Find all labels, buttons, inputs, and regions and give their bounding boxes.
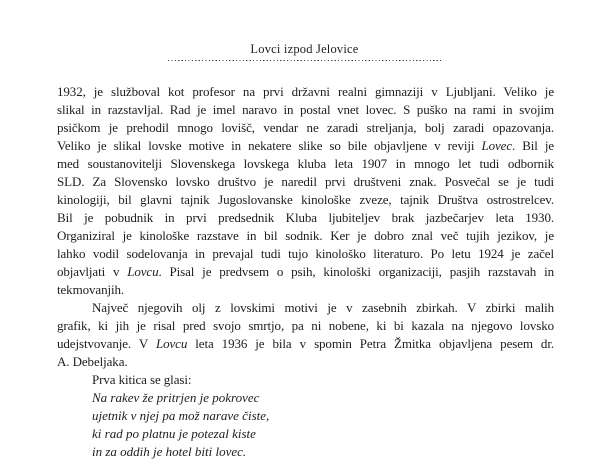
verse-line: [57, 407, 554, 425]
text-line: [57, 101, 554, 119]
text-segment: grafik, ki jih je risal pred svojo smrtjo, pa ni nobene, ki bi kazala na njegovo lovsko: [57, 318, 554, 333]
text-line: [57, 227, 554, 245]
text-segment: Največ njegovih olj z lovskimi motivi je v zasebnih zbirkah. V zbirki malih: [92, 300, 554, 315]
text-line: [57, 335, 554, 353]
text-segment: Organiziral je kinološke razstave in bil sodnik. Ker je dobro znal več tujih jezikov, je: [57, 228, 554, 243]
text-segment: ki rad po platnu je potezal kiste: [92, 426, 256, 441]
text-segment: A. Debeljaka.: [57, 354, 128, 369]
text-line: [57, 263, 554, 281]
text-segment: Veliko je slikal lovske motive in nekatere slike so bile objavljene v reviji: [57, 138, 482, 153]
text-line: [57, 83, 554, 101]
text-segment: Na rakev že pritrjen je pokrovec: [92, 390, 260, 405]
text-segment: Bil je pobudnik in prvi predsednik Kluba ljubiteljev brak jazbečarjev leta 1930.: [57, 210, 554, 225]
text-segment: med soustanovitelji Slovenskega lovskega kluba leta 1907 in mnogo let tudi odbornik: [57, 156, 554, 171]
text-segment: 1932, je služboval kot profesor na prvi državni realni gimnaziji v Ljubljani. Veliko je: [57, 84, 554, 99]
text-segment: lahko vodil sodelovanja in prevajal tudi tujo kinološko literaturo. Po letu 1924 je začel: [57, 246, 554, 261]
text-segment: kinologiji, bil glavni tajnik Jugoslovanske kinološke zveze, tajnik Društva ostrostrelcev.: [57, 192, 554, 207]
text-block: [57, 83, 554, 461]
text-line: [57, 299, 554, 317]
text-segment: . Pisal je predvsem o psih, kinološki organizaciji, pasjih razstavah in: [158, 264, 554, 279]
text-line: [57, 155, 554, 173]
text-segment: Prva kitica se glasi:: [92, 372, 192, 387]
text-line: [57, 317, 554, 335]
text-line: [57, 137, 554, 155]
verse-line: [57, 425, 554, 443]
text-segment: psičkom je prehodil mnogo lovišč, vendar ne zaradi streljanja, bolj zaradi opazovanja.: [57, 120, 554, 135]
page-header: [0, 0, 609, 56]
text-segment: ujetnik v njej pa mož narave čiste,: [92, 408, 270, 423]
dotted-rule: [168, 60, 441, 62]
text-segment: tekmovanjih.: [57, 282, 125, 297]
text-line: [57, 209, 554, 227]
italic-text-segment: Lovec: [481, 138, 512, 153]
text-line: [57, 371, 554, 389]
italic-text-segment: Lovcu: [127, 264, 159, 279]
text-segment: slikal in razstavljal. Rad je imel naravo in postal vnet lovec. S puško na rami in svojim: [57, 102, 554, 117]
text-line: [57, 353, 554, 371]
text-segment: SLD. Za Slovensko lovsko društvo je naredil prvi društveni znak. Posvečal se je tudi: [57, 174, 554, 189]
text-line: [57, 191, 554, 209]
text-segment: udejstvovanje. V: [57, 336, 156, 351]
verse-line: [57, 443, 554, 461]
header-title: Lovci izpod Jelovice: [250, 42, 359, 56]
text-line: [57, 245, 554, 263]
text-segment: . Bil je: [512, 138, 555, 153]
text-segment: in za oddih je hotel biti lovec.: [92, 444, 247, 459]
text-line: [57, 173, 554, 191]
text-segment: objavljati v: [57, 264, 128, 279]
text-segment: leta 1936 je bila v spomin Petra Žmitka objavljena pesem dr.: [187, 336, 554, 351]
text-line: [57, 119, 554, 137]
verse-line: [57, 389, 554, 407]
italic-text-segment: Lovcu: [155, 336, 188, 351]
text-line: [57, 281, 554, 299]
